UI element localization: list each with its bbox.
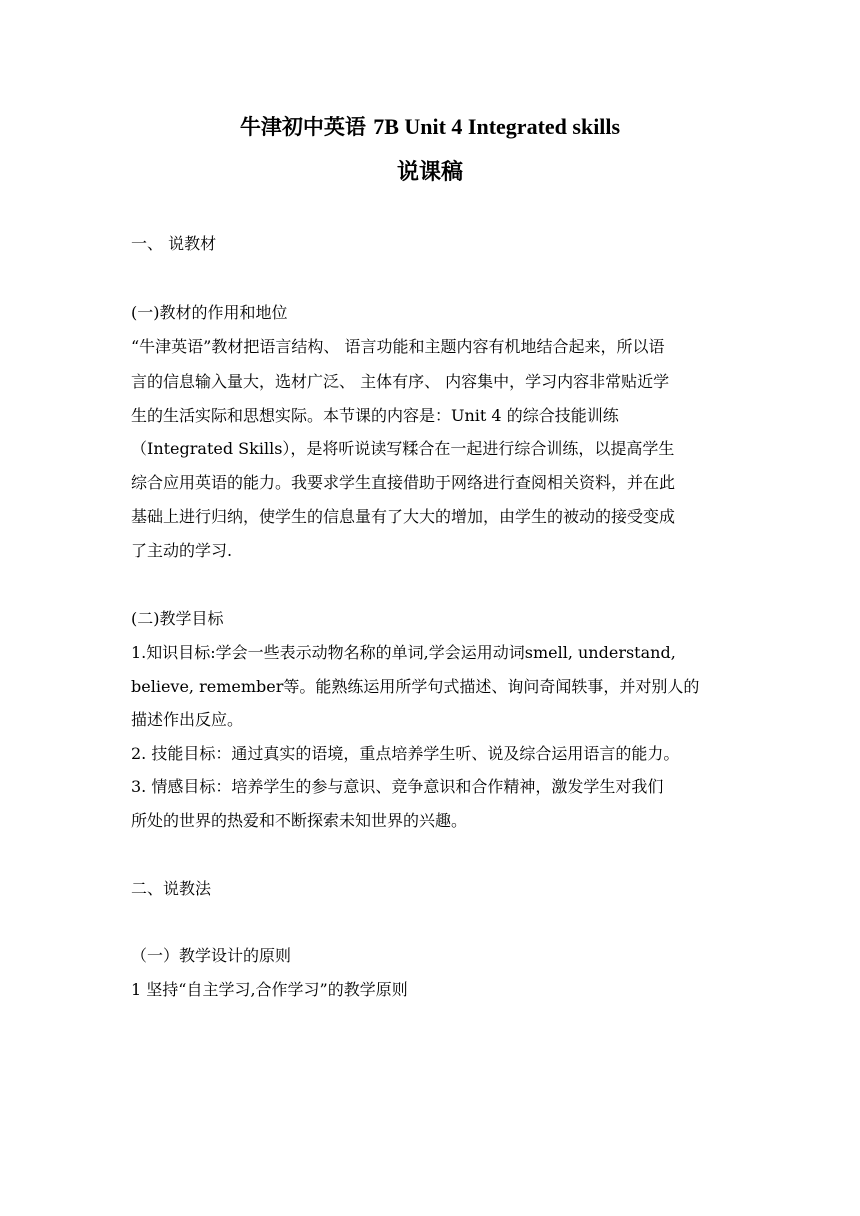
title-chinese: 牛津初中英语	[239, 114, 366, 139]
paragraph-line	[131, 405, 619, 428]
paragraph-line: 了主动的学习.	[131, 541, 233, 560]
paragraph-line: “牛津英语”教材把语言结构、 语言功能和主题内容有机地结合起来，所以语	[131, 337, 665, 356]
paragraph-line: 综合应用英语的能力。我要求学生直接借助于网络进行查阅相关资料，并在此	[131, 473, 676, 492]
subsection-heading-objectives: (二)教学目标	[131, 609, 224, 628]
paragraph-line: （Integrated Skills），是将听说读写糅合在一起进行综合训练，以提高学生	[131, 439, 675, 458]
document-title	[0, 112, 860, 142]
paragraph-line: 基础上进行归纳，使学生的信息量有了大大的增加，由学生的被动的接受变成	[131, 507, 676, 526]
paragraph-line-text: 生的生活实际和思想实际。本节课的内容是：Unit 4 的综合技能训练	[131, 406, 619, 425]
document-subtitle: 说课稿	[396, 159, 463, 185]
paragraph-line: 言的信息输入量大，选材广泛、 主体有序、 内容集中，学习内容非常贴近学	[131, 372, 670, 391]
paragraph-line: 所处的世界的热爱和不断探索未知世界的兴趣。	[131, 811, 468, 830]
paragraph-line: believe, remember等。能熟练运用所学句式描述、询问奇闻轶事，并对别人的	[131, 677, 700, 696]
title-english: 7B Unit 4 Integrated skills	[373, 114, 621, 139]
section-heading-methods: 二、说教法	[131, 879, 212, 898]
objective-skills: 2. 技能目标：通过真实的语境，重点培养学生听、说及综合运用语言的能力。	[131, 744, 680, 763]
principle-item: 1 坚持“自主学习,合作学习”的教学原则	[131, 980, 408, 999]
paragraph-line: 描述作出反应。	[131, 710, 244, 729]
objective-knowledge: 1.知识目标:学会一些表示动物名称的单词,学会运用动词smell, understand,	[131, 643, 676, 662]
subsection-heading-role: (一)教材的作用和地位	[131, 303, 288, 322]
objective-emotion: 3. 情感目标：培养学生的参与意识、竞争意识和合作精神，激发学生对我们	[131, 777, 664, 796]
subsection-heading-principles: （一）教学设计的原则	[131, 946, 292, 965]
section-heading-textbook: 一、 说教材	[131, 234, 217, 253]
